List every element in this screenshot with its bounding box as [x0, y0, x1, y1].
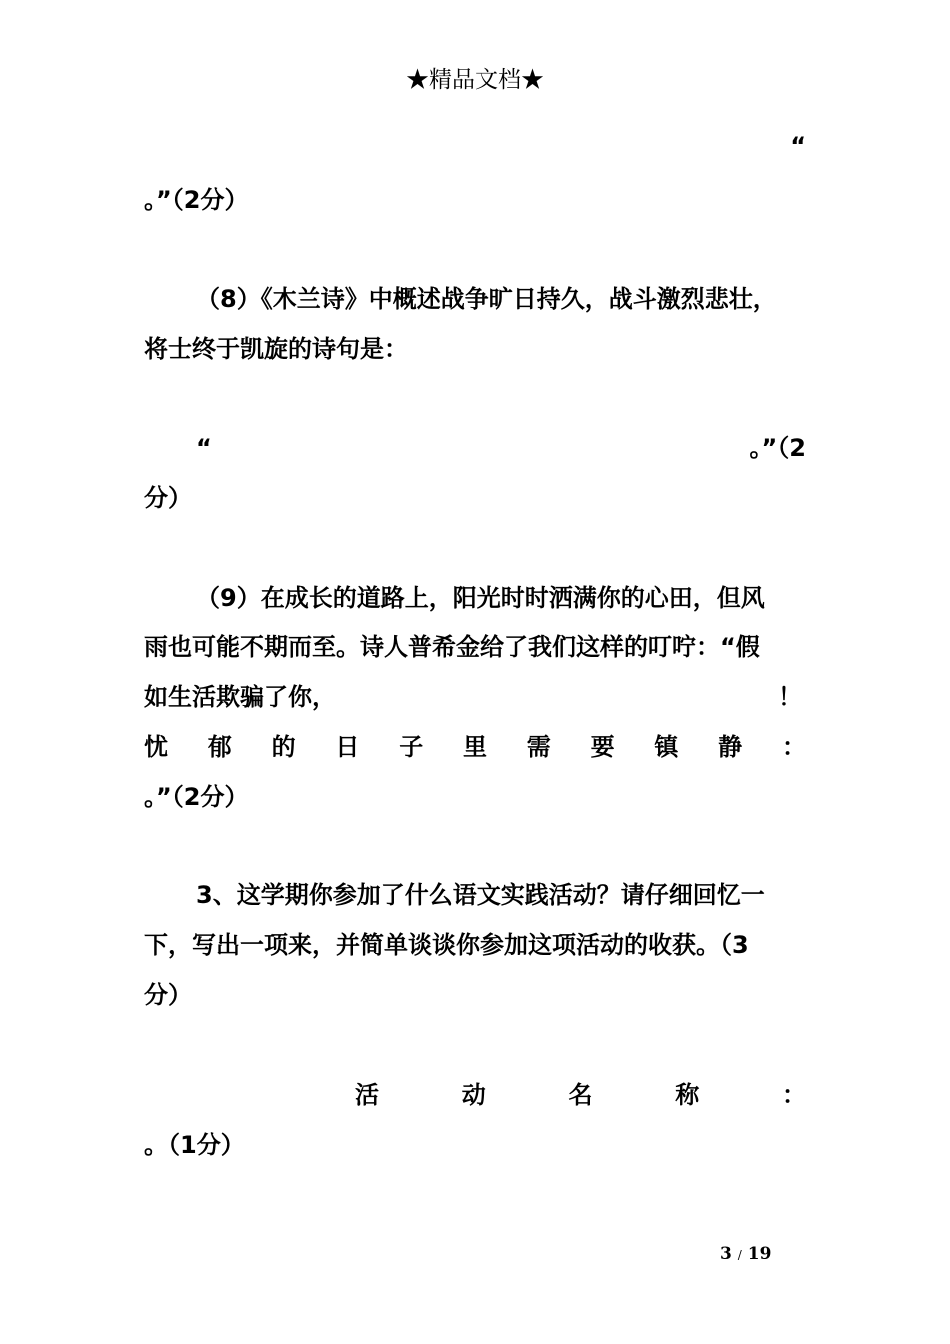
q9-line-3-exclaim: ！ [778, 683, 802, 711]
q3-activity-char: 动 [461, 1081, 486, 1109]
q9-line-4-char: 郁 [207, 733, 232, 761]
q8-line-2: 将士终于凯旋的诗句是： [144, 335, 408, 363]
q8-answer-line [196, 430, 806, 466]
q3-line-1: 3、这学期你参加了什么语文实践活动？请仔细回忆一 [196, 881, 765, 909]
q9-line-4-char: 镇 [654, 733, 679, 761]
q3-line-5: 。（1分） [144, 1131, 245, 1159]
q9-line-2: 雨也可能不期而至。诗人普希金给了我们这样的叮咛：“假 [144, 633, 760, 661]
q7-open-quote: “ [790, 132, 806, 160]
q3-line-3: 分） [144, 981, 192, 1009]
q9-line-3 [144, 679, 806, 715]
q3-activity-char: 活 [355, 1081, 379, 1109]
q8-line-4: 分） [144, 484, 192, 512]
q9-line-4-char: 要 [590, 733, 615, 761]
q3-line-2: 下，写出一项来，并简单谈谈你参加这项活动的收获。（3 [144, 931, 749, 959]
q8-open-quote: “ [196, 434, 212, 462]
q3-activity-char: 名 [568, 1081, 593, 1109]
page-header-title: ★精品文档★ [406, 67, 544, 93]
page-current: 3 [720, 1244, 732, 1264]
q7-close-line: 。”（2分） [144, 186, 249, 214]
q9-line-4-char: 里 [462, 733, 487, 761]
q9-line-4-char: 需 [526, 733, 551, 761]
q9-line-4-char: 静 [718, 733, 743, 761]
q9-line-1: （9）在成长的道路上，阳光时时洒满你的心田，但风 [196, 584, 765, 612]
q9-line-4-char: 子 [399, 733, 424, 761]
q9-line-5: 。”（2分） [144, 783, 249, 811]
q9-line-4-char: 的 [271, 733, 296, 761]
q9-line-3-text: 如生活欺骗了你， [144, 683, 336, 711]
q3-activity-name-line [355, 1077, 806, 1113]
q9-line-4 [144, 729, 806, 765]
q9-line-4-char: 日 [335, 733, 360, 761]
page-number [720, 1242, 796, 1267]
q3-activity-char: 称 [675, 1081, 700, 1109]
q3-activity-char: ： [782, 1081, 806, 1109]
q8-close: 。”（2 [749, 434, 806, 462]
page-total: 19 [747, 1244, 772, 1264]
q9-line-4-char: ： [781, 733, 806, 761]
q8-line-1: （8）《木兰诗》中概述战争旷日持久，战斗激烈悲壮， [196, 285, 777, 313]
q9-line-4-char: 忧 [144, 733, 168, 761]
page-separator: / [737, 1248, 742, 1262]
